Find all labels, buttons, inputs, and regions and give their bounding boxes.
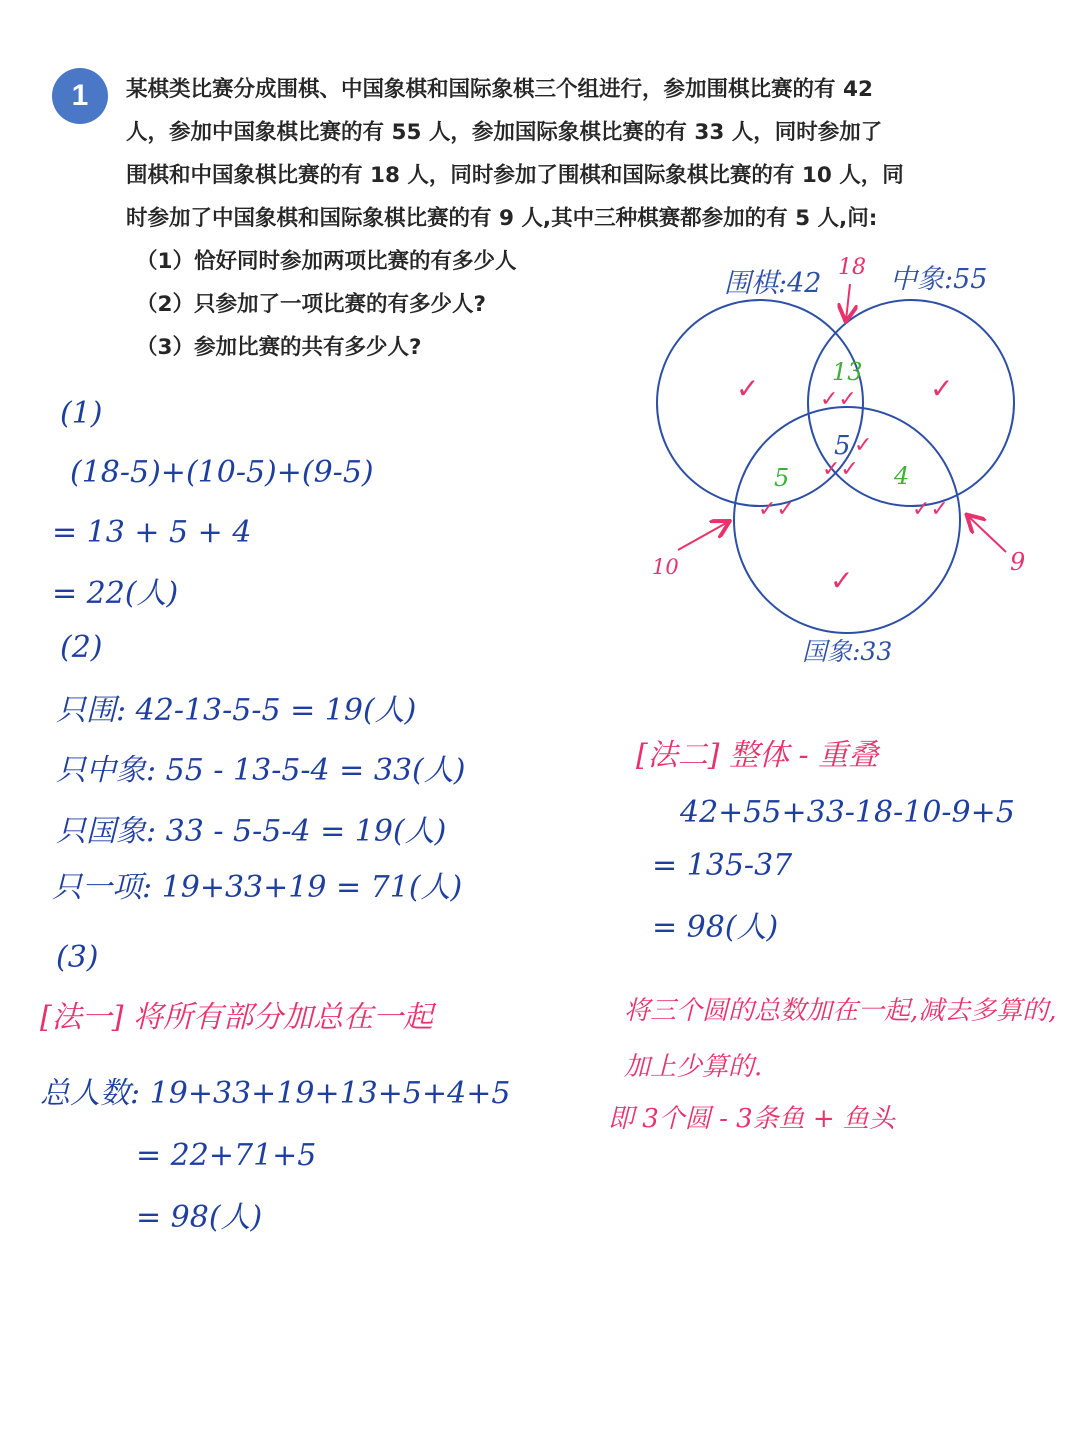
check-mark: ✓✓: [820, 387, 857, 412]
method2-line2: = 135-37: [652, 848, 793, 883]
check-mark: ✓: [830, 564, 854, 597]
problem-line: 某棋类比赛分成围棋、中国象棋和国际象棋三个组进行，参加围棋比赛的有 42: [126, 77, 873, 102]
method2-line1: 42+55+33-18-10-9+5: [680, 795, 1015, 830]
arrow-10: [678, 522, 728, 550]
check-mark: ✓✓: [758, 497, 795, 522]
method2-note-line2: 加上少算的.: [624, 1052, 763, 1082]
check-mark: ✓✓: [912, 497, 949, 522]
check-mark: ✓: [736, 372, 760, 405]
part2-line3: 只国象: 33 - 5-5-4 = 19(人): [56, 814, 447, 849]
region-xiangqi-guoxiang: 4: [894, 462, 910, 490]
part2-label: (2): [60, 630, 103, 665]
label-weiqi: 围棋:42: [724, 268, 822, 299]
method1-line2: = 22+71+5: [136, 1138, 317, 1173]
region-weiqi-xiangqi: 13: [832, 358, 863, 386]
label-xiangqi: 中象:55: [890, 264, 988, 295]
question-1: （1）恰好同时参加两项比赛的有多少人: [136, 249, 517, 274]
label-guoxiang: 国象:33: [802, 637, 893, 666]
check-mark: ✓: [854, 433, 873, 458]
arrow-9: [968, 516, 1006, 552]
method2-note-line3: 即 3个圆 - 3条鱼 + 鱼头: [608, 1104, 895, 1134]
method1-title: [法一] 将所有部分加总在一起: [40, 1000, 433, 1035]
method2-line3: = 98(人): [652, 910, 779, 945]
method2-title: [法二] 整体 - 重叠: [636, 738, 879, 773]
problem-line: 时参加了中国象棋和国际象棋比赛的有 9 人,其中三种棋赛都参加的有 5 人,问:: [126, 206, 878, 231]
problem-line: 围棋和中国象棋比赛的有 18 人，同时参加了围棋和国际象棋比赛的有 10 人，同: [126, 163, 904, 188]
question-3: （3）参加比赛的共有多少人?: [136, 335, 422, 360]
region-weiqi-guoxiang: 5: [774, 464, 790, 492]
part2-line4: 只一项: 19+33+19 = 71(人): [52, 870, 463, 905]
problem-number-badge: 1: [52, 68, 108, 124]
check-mark: ✓✓: [822, 457, 859, 482]
check-mark: ✓: [930, 372, 954, 405]
part3-label: (3): [56, 940, 99, 975]
question-2: （2）只参加了一项比赛的有多少人?: [136, 292, 486, 317]
arrow-label-18: 18: [838, 255, 866, 280]
method1-line3: = 98(人): [136, 1200, 263, 1235]
part2-line2: 只中象: 55 - 13-5-4 = 33(人): [56, 753, 466, 788]
part1-line2: = 13 + 5 + 4: [52, 515, 252, 550]
arrow-18: [846, 284, 850, 320]
problem-statement: [126, 68, 1006, 240]
arrow-label-9: 9: [1010, 548, 1026, 576]
method2-note-line1: 将三个圆的总数加在一起,减去多算的,: [624, 996, 1057, 1026]
arrow-label-10: 10: [652, 555, 679, 579]
problem-line: 人，参加中国象棋比赛的有 55 人，参加国际象棋比赛的有 33 人，同时参加了: [126, 120, 883, 145]
part1-line3: = 22(人): [52, 576, 179, 611]
method1-line1: 总人数: 19+33+19+13+5+4+5: [40, 1076, 511, 1111]
part2-line1: 只围: 42-13-5-5 = 19(人): [56, 693, 417, 728]
venn-diagram: [640, 240, 1060, 680]
region-center: 5: [834, 431, 851, 461]
part1-line1: (18-5)+(10-5)+(9-5): [70, 455, 374, 490]
part1-label: (1): [60, 396, 103, 431]
